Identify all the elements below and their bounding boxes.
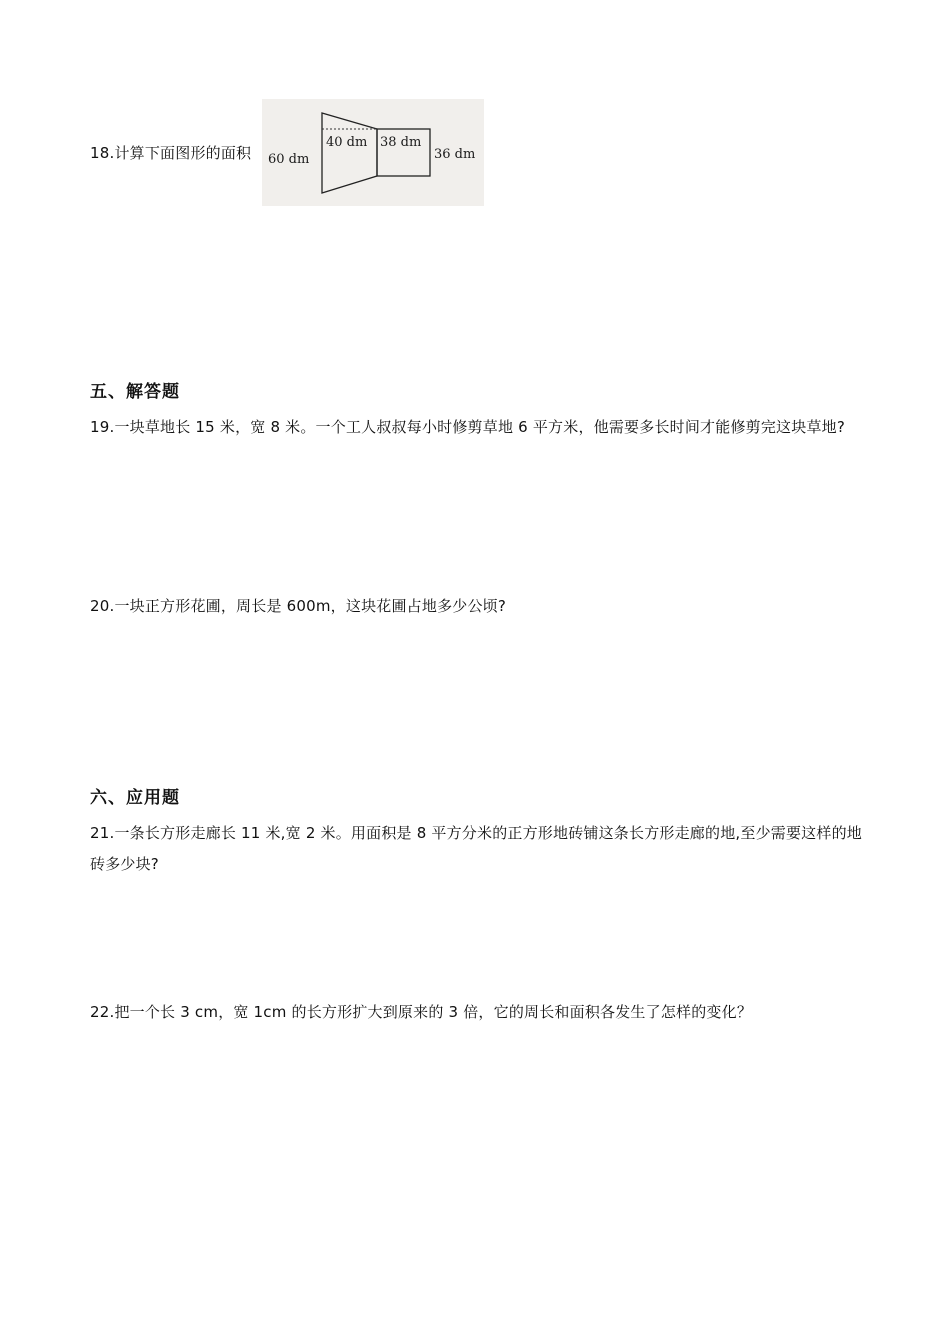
section-6-title: 六、应用题 (90, 788, 180, 808)
question-20: 20.一块正方形花圃，周长是 600m，这块花圃占地多少公顷? (90, 597, 507, 615)
trapezoid-rectangle-figure (262, 99, 484, 206)
label-top-right: 38 dm (380, 135, 422, 150)
question-18: 18.计算下面图形的面积 (90, 144, 252, 162)
section-5-title: 五、解答题 (90, 382, 180, 402)
question-19: 19.一块草地长 15 米，宽 8 米。一个工人叔叔每小时修剪草地 6 平方米，他需要多长时间才能修剪完这块草地? (90, 418, 846, 436)
label-right: 36 dm (434, 147, 476, 162)
question-22: 22.把一个长 3 cm，宽 1cm 的长方形扩大到原来的 3 倍，它的周长和面积各发生了怎样的变化？ (90, 1003, 753, 1021)
question-21: 21.一条长方形走廊长 11 米,宽 2 米。用面积是 8 平方分米的正方形地砖铺这条长方形走廊的地,至少需要这样的地砖多少块? (90, 824, 862, 873)
label-left: 60 dm (268, 152, 310, 167)
figure-diagram (262, 99, 484, 206)
label-top-left: 40 dm (326, 135, 368, 150)
trapezoid-shape (322, 113, 377, 193)
